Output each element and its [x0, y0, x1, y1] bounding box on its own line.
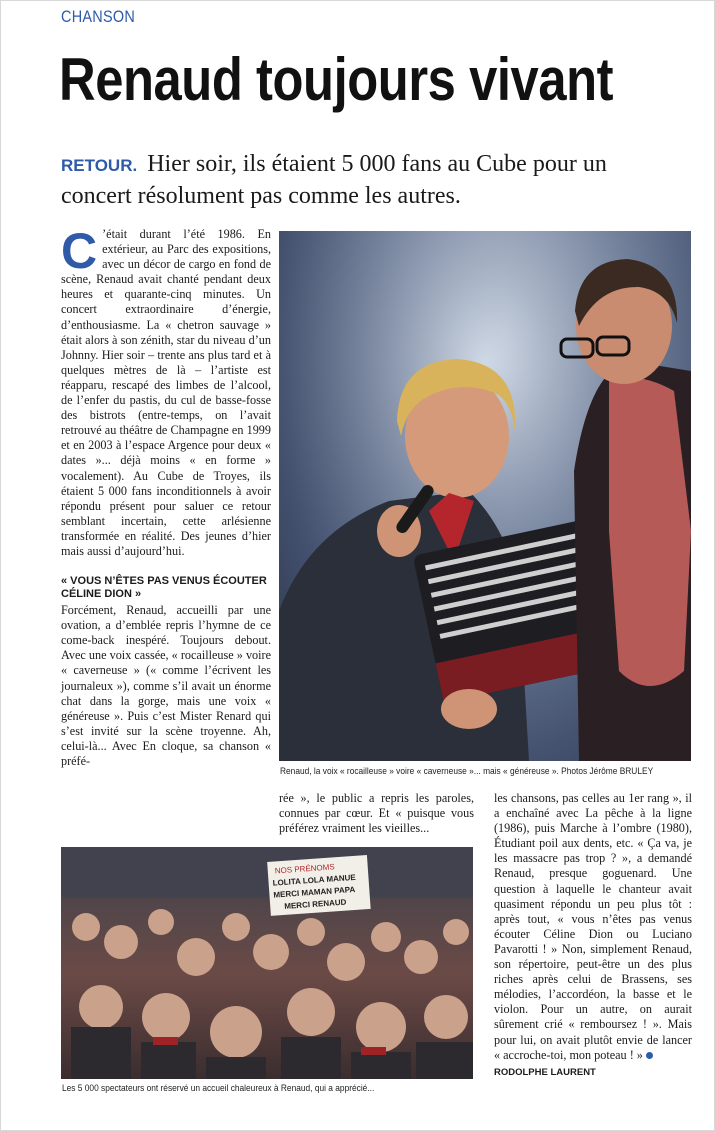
sign-line-4: MERCI RENAUD [283, 897, 347, 911]
drop-cap: C [61, 223, 98, 279]
crowd-photo-caption: Les 5 000 spectateurs ont réservé un accueil chaleureux à Renaud, qui a apprécié... [62, 1083, 375, 1094]
section-label: CHANSON [61, 7, 136, 26]
article-paragraph-4 [494, 791, 692, 1063]
article-column-2 [279, 791, 474, 836]
article-paragraph-3: rée », le public a repris les paroles, connues par cœur. Et « puisque vous préférez vraiment les vieilles... [279, 791, 474, 836]
article-paragraph-1 [61, 223, 271, 559]
article-column-1 [61, 223, 271, 769]
article-paragraph-2: Forcément, Renaud, accueilli par une ovation, a d’emblée repris l’hymne de ce come-back inespéré. Toujours debout. Avec une voix cassée, « rocailleuse » voire « caverneuse » (« comme l’écrivent les journaleux »), comme s’il avait un énorme chat dans la gorge, mais une voix « généreuse ». Puis c’est Mister Renard qui s’est invité sur la scène troyenne. Ah, celui-là... Avec En cloque, sa chanson « préfé- [61, 603, 271, 768]
article-subhead: « VOUS N’ÊTES PAS VENUS ÉCOUTER CÉLINE DION » [61, 575, 267, 601]
standfirst [61, 149, 681, 211]
sign-line-1: NOS PRÉNOMS [274, 862, 335, 876]
end-mark-icon [646, 1052, 653, 1059]
paragraph-4-text: les chansons, pas celles au 1er rang », il a enchaîné avec La pêche à la ligne (1986), puis Marche à l’ombre (1980), Étudiant poil aux dents, etc. « Ça va, je les massacre pas trop ? », a demandé Renaud, presque goguenard. Une question à laquelle le chanteur avait quasiment répondu un peu plus tôt : après tout, « vous n’êtes pas venus écouter Céline Dion ou Luciano Pavarotti ! » Non, simplement Renaud, son répertoire, peut-être un des plus riches après celui de Brassens, ses mélodies, l’accordéon, la basse et le violon. Pour un autre, on aurait sûrement crié « remboursez ! ». Mais pour lui, on avait plutôt envie de lancer « accroche-toi, mon poteau ! » [494, 791, 692, 1062]
author-signature: RODOLPHE LAURENT [494, 1066, 596, 1078]
standfirst-text: Hier soir, ils étaient 5 000 fans au Cube pour un concert résolument pas comme les autres. [61, 151, 607, 209]
article-column-3 [494, 791, 692, 1080]
headline: Renaud toujours vivant [59, 46, 614, 113]
concert-photo-renaud [279, 231, 691, 761]
sign-line-2: LOLITA LOLA MANUE [272, 872, 357, 888]
paragraph-1-text: ’était durant l’été 1986. En extérieur, au Parc des expositions, avec un décor de cargo en fond de scène, Renaud avait chanté pendant deux heures et quarante-cinq minutes. Un concert extraordinaire d’énergie, d’enthousiasme. La « chetron sauvage » était alors à son zénith, star du niveau d’un Johnny. Hier soir – trente ans plus tard et à quelques mètres de là – l’artiste est réapparu, rescapé des limbes de l’alcool, de l’enfer du pastis, du cul de basse-fosse des bistrots (entre-temps, on l’avait retrouvé au théâtre de Champagne en 1999 et en 2003 à l’espace Argence pour deux « dates »... déjà moins « en forme » vocalement). Au Cube de Troyes, ils étaient 5 000 fans inconditionnels à avoir répondu présent pour saluer ce retour semblant incertain, cette arlésienne transformée en réalité. Des jeunes d’hier mais aussi d’aujourd’hui. [61, 227, 271, 558]
sign-line-3: MERCI MAMAN PAPA [273, 884, 356, 900]
crowd-photo [61, 847, 473, 1079]
concert-photo-illustration [279, 231, 691, 761]
crowd-photo-illustration [61, 847, 473, 1079]
standfirst-kicker: RETOUR. [61, 156, 138, 175]
main-photo-caption: Renaud, la voix « rocailleuse » voire « caverneuse »... mais « généreuse ». Photos Jérôme BRULEY [280, 766, 654, 777]
